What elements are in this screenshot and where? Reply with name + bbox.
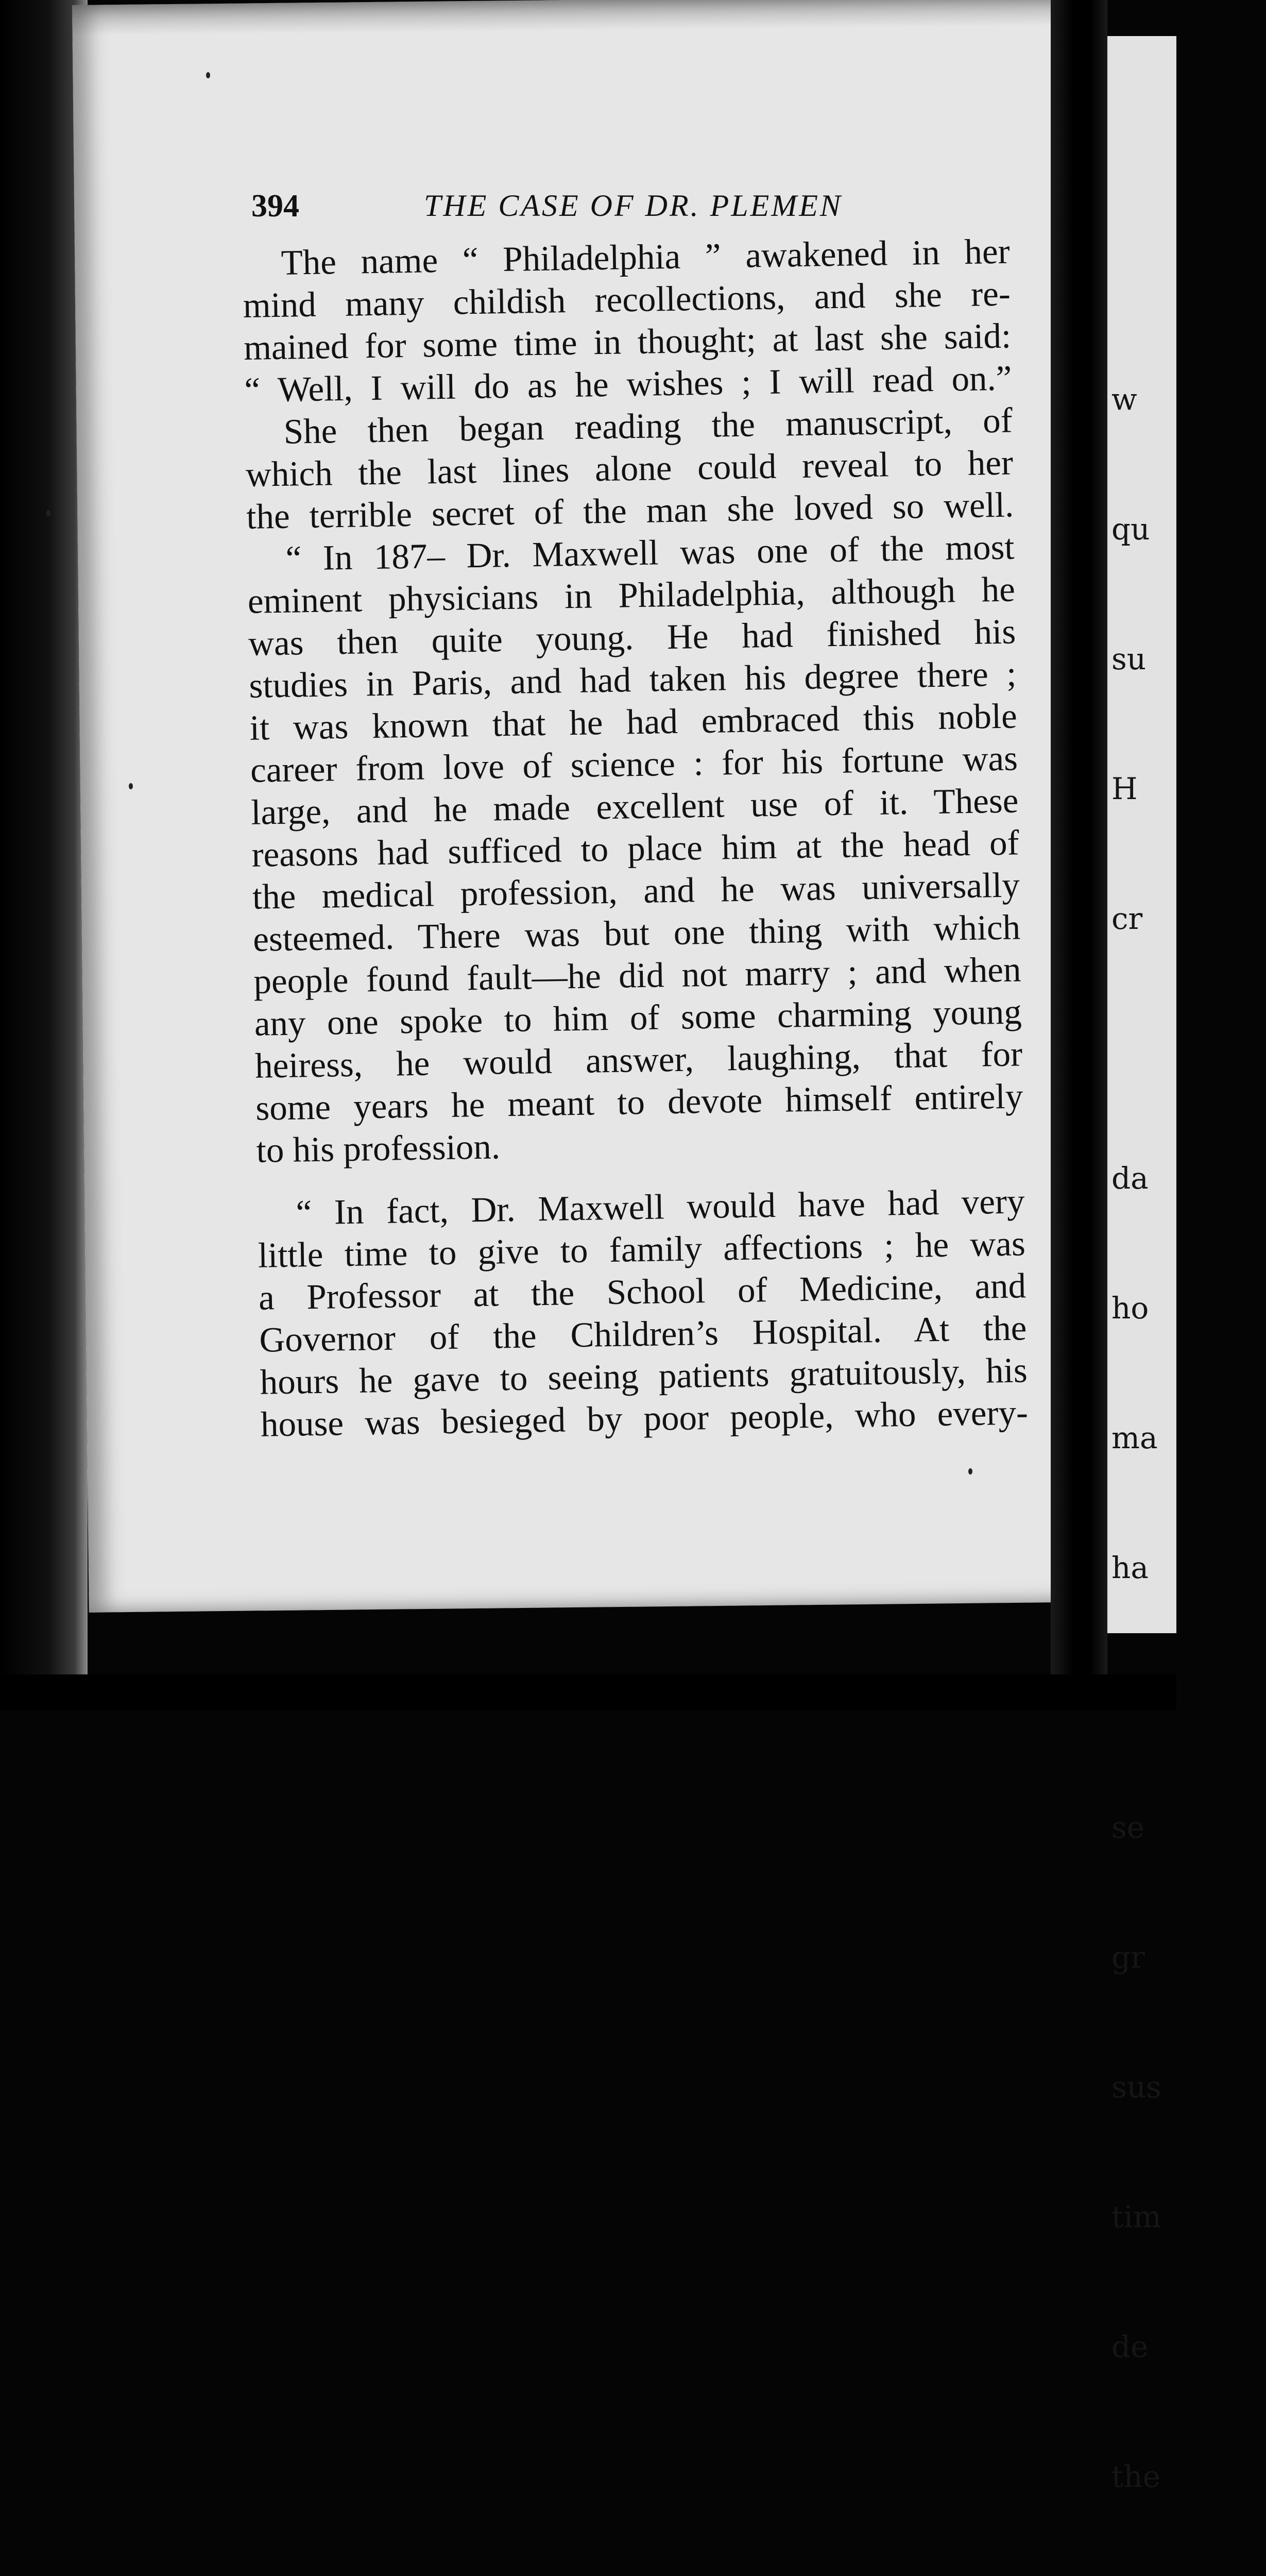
text-line: a Professor at the School of Medicine, and xyxy=(258,1266,1027,1317)
text-line: “ In 187– Dr. Maxwell was one of the most xyxy=(285,527,1015,578)
scan-speck xyxy=(968,1468,972,1475)
fragment-line: se xyxy=(1111,1810,1145,1845)
fragment-line: de xyxy=(1111,2329,1149,2364)
fragment-line: w xyxy=(1111,382,1137,417)
fragment-line: the xyxy=(1111,2459,1160,2494)
text-line: hours he gave to seeing patients gratuitously, his xyxy=(260,1350,1028,1402)
fragment-line: su xyxy=(1111,641,1147,676)
text-line: to his profession. xyxy=(256,1127,501,1170)
page-number: 394 xyxy=(251,189,299,224)
page-gutter xyxy=(1051,0,1107,1710)
fragment-line: sus xyxy=(1111,2070,1161,2105)
text-line: reasons had sufficed to place him at the head of xyxy=(251,823,1020,874)
text-line: esteemed. There was but one thing with which xyxy=(252,907,1021,959)
fragment-line: cr xyxy=(1111,901,1143,936)
text-line: little time to give to family affections ; he was xyxy=(258,1224,1026,1275)
text-line: people found fault—he did not marry ; and when xyxy=(253,950,1021,1001)
fragment-line: ma xyxy=(1111,1420,1158,1455)
text-line: house was besieged by poor people, who every- xyxy=(260,1393,1029,1444)
body-text xyxy=(242,230,1029,1446)
text-line: “ In fact, Dr. Maxwell would have had very xyxy=(296,1181,1025,1232)
text-line: mained for some time in thought; at last she said: xyxy=(243,316,1012,367)
page-header xyxy=(251,183,1024,229)
fragment-line xyxy=(1111,1027,1266,1070)
right-page-edge xyxy=(1107,36,1176,2494)
text-line: mind many childish recollections, and she re- xyxy=(243,274,1011,325)
text-line: the medical profession, and he was universally xyxy=(252,865,1020,917)
fragment-line: H xyxy=(1111,771,1138,806)
page-shading xyxy=(72,0,1090,36)
text-line: eminent physicians in Philadelphia, although he xyxy=(247,569,1016,621)
text-line: the terrible secret of the man she loved so well. xyxy=(246,485,1014,536)
text-line: heiress, he would answer, laughing, that for xyxy=(254,1034,1023,1086)
text-line: studies in Paris, and had taken his degree there ; xyxy=(248,654,1017,705)
text-line: which the last lines alone could reveal to her xyxy=(245,443,1014,494)
right-page-text xyxy=(1111,291,1266,2576)
scan-speck xyxy=(206,72,210,78)
fragment-line: ha xyxy=(1111,1550,1149,1585)
scan-speck xyxy=(46,510,50,516)
fragment-line: tim xyxy=(1111,2199,1161,2234)
text-line: She then began reading the manuscript, of xyxy=(283,400,1013,451)
text-line: Governor of the Children’s Hospital. At the xyxy=(259,1308,1027,1360)
text-line: “ Well, I will do as he wishes ; I will read on.” xyxy=(244,358,1012,410)
text-line: it was known that he had embraced this noble xyxy=(249,696,1018,748)
fragment-line: da xyxy=(1111,1161,1149,1196)
fragment-line: gr xyxy=(1111,1940,1145,1975)
scan-bottom-edge xyxy=(0,1674,1176,1710)
fragment-line: qu xyxy=(1111,512,1150,547)
text-line: career from love of science : for his fortune was xyxy=(250,738,1018,790)
text-line: large, and he made excellent use of it. These xyxy=(250,781,1019,832)
running-title: THE CASE OF DR. PLEMEN xyxy=(424,189,843,223)
text-line: any one spoke to him of some charming young xyxy=(254,992,1022,1043)
fragment-line: ho xyxy=(1111,1291,1149,1326)
text-line: some years he meant to devote himself entirely xyxy=(255,1076,1023,1128)
scan-speck xyxy=(129,783,133,789)
text-line: was then quite young. He had finished his xyxy=(248,612,1016,663)
text-line: The name “ Philadelphia ” awakened in her xyxy=(281,231,1011,282)
